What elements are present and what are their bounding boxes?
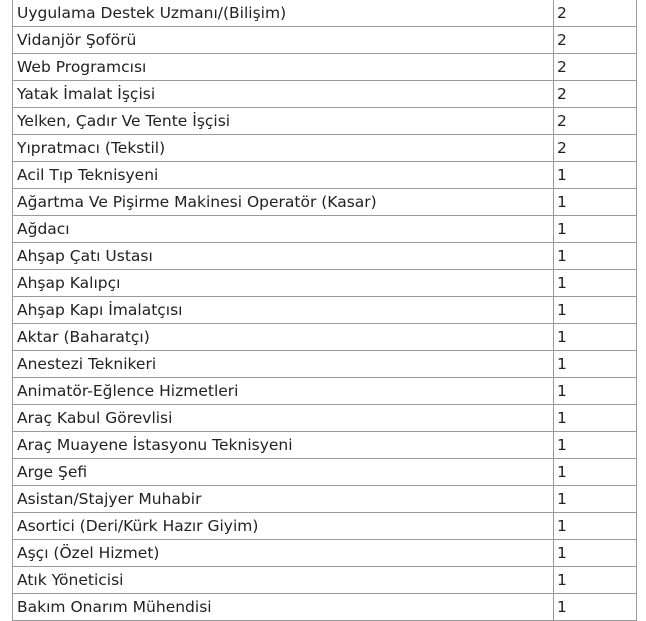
occupation-name-cell: Yıpratmacı (Tekstil) <box>13 135 554 162</box>
occupation-count-cell: 1 <box>554 594 637 621</box>
occupation-count-cell: 1 <box>554 270 637 297</box>
table-row <box>13 54 637 81</box>
occupation-count-cell: 1 <box>554 540 637 567</box>
occupation-name-cell: Asortici (Deri/Kürk Hazır Giyim) <box>13 513 554 540</box>
occupation-name-cell: Ağdacı <box>13 216 554 243</box>
occupation-name-cell: Anestezi Teknikeri <box>13 351 554 378</box>
occupation-count-cell: 1 <box>554 378 637 405</box>
occupation-name-cell: Uygulama Destek Uzmanı/(Bilişim) <box>13 0 554 27</box>
occupation-count-cell: 1 <box>554 486 637 513</box>
occupation-count-cell: 1 <box>554 513 637 540</box>
occupation-name-cell: Web Programcısı <box>13 54 554 81</box>
occupation-name-cell: Aşçı (Özel Hizmet) <box>13 540 554 567</box>
occupation-count-cell: 1 <box>554 351 637 378</box>
occupation-name-cell: Ağartma Ve Pişirme Makinesi Operatör (Kasar) <box>13 189 554 216</box>
occupation-name-cell: Arge Şefi <box>13 459 554 486</box>
occupation-name-cell: Aktar (Baharatçı) <box>13 324 554 351</box>
occupation-name-cell: Atık Yöneticisi <box>13 567 554 594</box>
occupation-table <box>12 0 637 621</box>
table-row <box>13 243 637 270</box>
occupation-count-cell: 2 <box>554 108 637 135</box>
table-row <box>13 135 637 162</box>
table-row <box>13 27 637 54</box>
occupation-count-cell: 1 <box>554 459 637 486</box>
occupation-count-cell: 2 <box>554 135 637 162</box>
occupation-name-cell: Animatör-Eğlence Hizmetleri <box>13 378 554 405</box>
table-row <box>13 324 637 351</box>
table-row <box>13 297 637 324</box>
table-row <box>13 189 637 216</box>
table-row <box>13 162 637 189</box>
occupation-count-cell: 2 <box>554 0 637 27</box>
occupation-name-cell: Araç Muayene İstasyonu Teknisyeni <box>13 432 554 459</box>
table-row <box>13 0 637 27</box>
occupation-name-cell: Bakım Onarım Mühendisi <box>13 594 554 621</box>
occupation-count-cell: 1 <box>554 324 637 351</box>
table-row <box>13 216 637 243</box>
occupation-name-cell: Asistan/Stajyer Muhabir <box>13 486 554 513</box>
table-row <box>13 108 637 135</box>
table-row <box>13 405 637 432</box>
table-row <box>13 432 637 459</box>
occupation-count-cell: 1 <box>554 243 637 270</box>
occupation-count-cell: 1 <box>554 405 637 432</box>
occupation-name-cell: Araç Kabul Görevlisi <box>13 405 554 432</box>
occupation-count-cell: 1 <box>554 162 637 189</box>
table-row <box>13 378 637 405</box>
occupation-count-cell: 1 <box>554 432 637 459</box>
occupation-name-cell: Ahşap Kalıpçı <box>13 270 554 297</box>
occupation-name-cell: Yelken, Çadır Ve Tente İşçisi <box>13 108 554 135</box>
occupation-table-container <box>12 0 635 621</box>
occupation-name-cell: Ahşap Kapı İmalatçısı <box>13 297 554 324</box>
occupation-count-cell: 2 <box>554 27 637 54</box>
table-row <box>13 486 637 513</box>
occupation-name-cell: Yatak İmalat İşçisi <box>13 81 554 108</box>
occupation-count-cell: 1 <box>554 567 637 594</box>
table-row <box>13 459 637 486</box>
occupation-count-cell: 2 <box>554 54 637 81</box>
occupation-name-cell: Ahşap Çatı Ustası <box>13 243 554 270</box>
occupation-name-cell: Vidanjör Şoförü <box>13 27 554 54</box>
table-body <box>13 0 637 621</box>
occupation-count-cell: 2 <box>554 81 637 108</box>
table-row <box>13 270 637 297</box>
table-row <box>13 81 637 108</box>
occupation-count-cell: 1 <box>554 297 637 324</box>
table-row <box>13 351 637 378</box>
occupation-name-cell: Acil Tıp Teknisyeni <box>13 162 554 189</box>
table-row <box>13 567 637 594</box>
table-row <box>13 540 637 567</box>
occupation-count-cell: 1 <box>554 189 637 216</box>
occupation-count-cell: 1 <box>554 216 637 243</box>
table-row <box>13 513 637 540</box>
table-row <box>13 594 637 621</box>
